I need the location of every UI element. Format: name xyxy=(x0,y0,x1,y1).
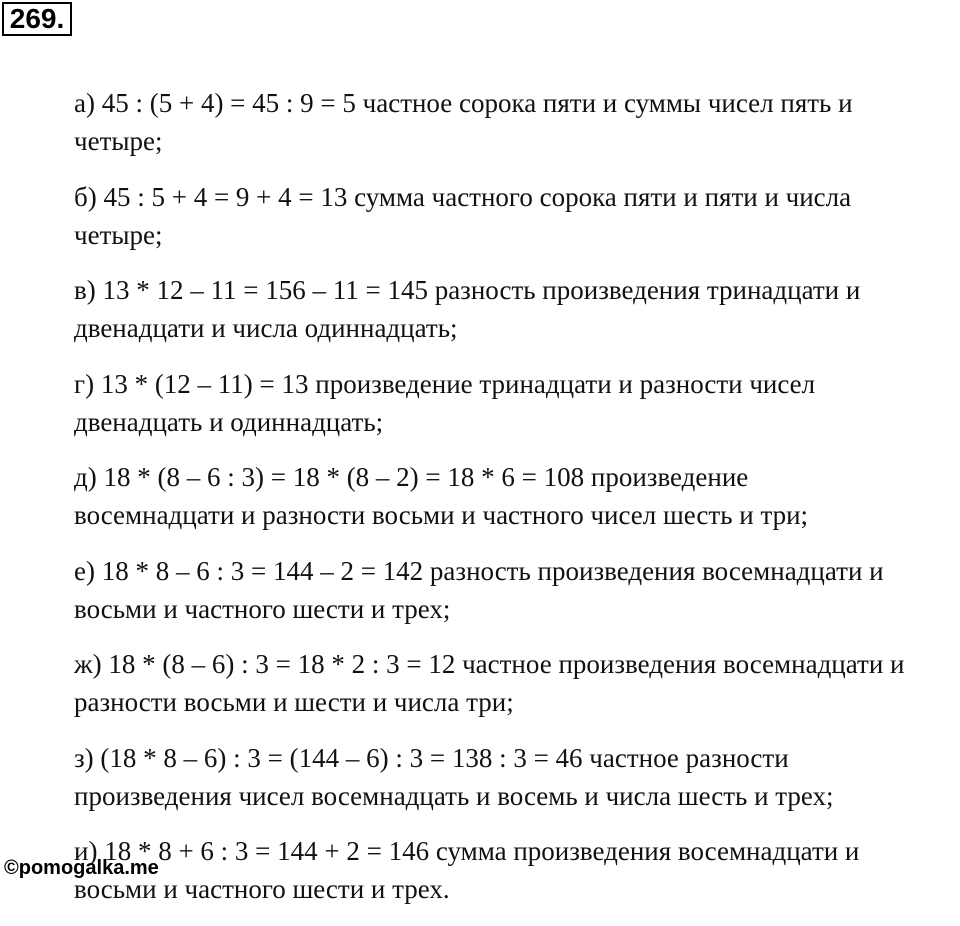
solution-line: б) 45 : 5 + 4 = 9 + 4 = 13 сумма частного сорока пяти и пяти и числа xyxy=(74,181,852,212)
task-number-badge: 269. xyxy=(2,2,72,36)
solution-line: и) 18 * 8 + 6 : 3 = 144 + 2 = 146 сумма произведения восемнадцати и xyxy=(74,836,860,866)
solution-item-zh xyxy=(74,645,960,721)
solution-line: разности восьми и шести и числа три; xyxy=(74,687,514,717)
solution-item-b xyxy=(74,178,960,254)
solution-item-z xyxy=(74,739,960,815)
solution-list xyxy=(74,84,960,926)
solution-line: в) 13 * 12 – 11 = 156 – 11 = 145 разность произведения тринадцати и xyxy=(74,275,861,305)
solution-line: двенадцати и числа одиннадцать; xyxy=(74,313,458,343)
solution-line: восьми и частного шести и трех; xyxy=(74,593,451,624)
solution-line: ж) 18 * (8 – 6) : 3 = 18 * 2 : 3 = 12 частное произведения восемнадцати и xyxy=(74,649,905,679)
solution-item-v xyxy=(74,271,960,347)
solution-item-e xyxy=(74,552,960,628)
solution-line: восьми и частного шести и трех. xyxy=(74,874,450,904)
solution-item-g xyxy=(74,365,960,441)
solution-line: восемнадцати и разности восьми и частного чисел шесть и три; xyxy=(74,500,809,530)
solution-item-d xyxy=(74,458,960,534)
solution-line: произведения чисел восемнадцать и восемь и числа шесть и трех; xyxy=(74,780,834,811)
solution-line: д) 18 * (8 – 6 : 3) = 18 * (8 – 2) = 18 * 6 = 108 произведение xyxy=(74,462,749,492)
site-watermark: ©pomogalka.me xyxy=(4,857,159,879)
solution-line: четыре; xyxy=(74,219,163,250)
solution-line: г) 13 * (12 – 11) = 13 произведение тринадцати и разности чисел xyxy=(74,368,816,399)
solution-item-a xyxy=(74,84,960,160)
solution-line: е) 18 * 8 – 6 : 3 = 144 – 2 = 142 разность произведения восемнадцати и xyxy=(74,555,884,586)
solution-line: двенадцать и одиннадцать; xyxy=(74,406,384,437)
solution-line: четыре; xyxy=(74,126,163,156)
solution-line: а) 45 : (5 + 4) = 45 : 9 = 5 частное сорока пяти и суммы чисел пять и xyxy=(74,88,853,118)
solution-line: з) (18 * 8 – 6) : 3 = (144 – 6) : 3 = 138 : 3 = 46 частное разности xyxy=(74,742,789,773)
